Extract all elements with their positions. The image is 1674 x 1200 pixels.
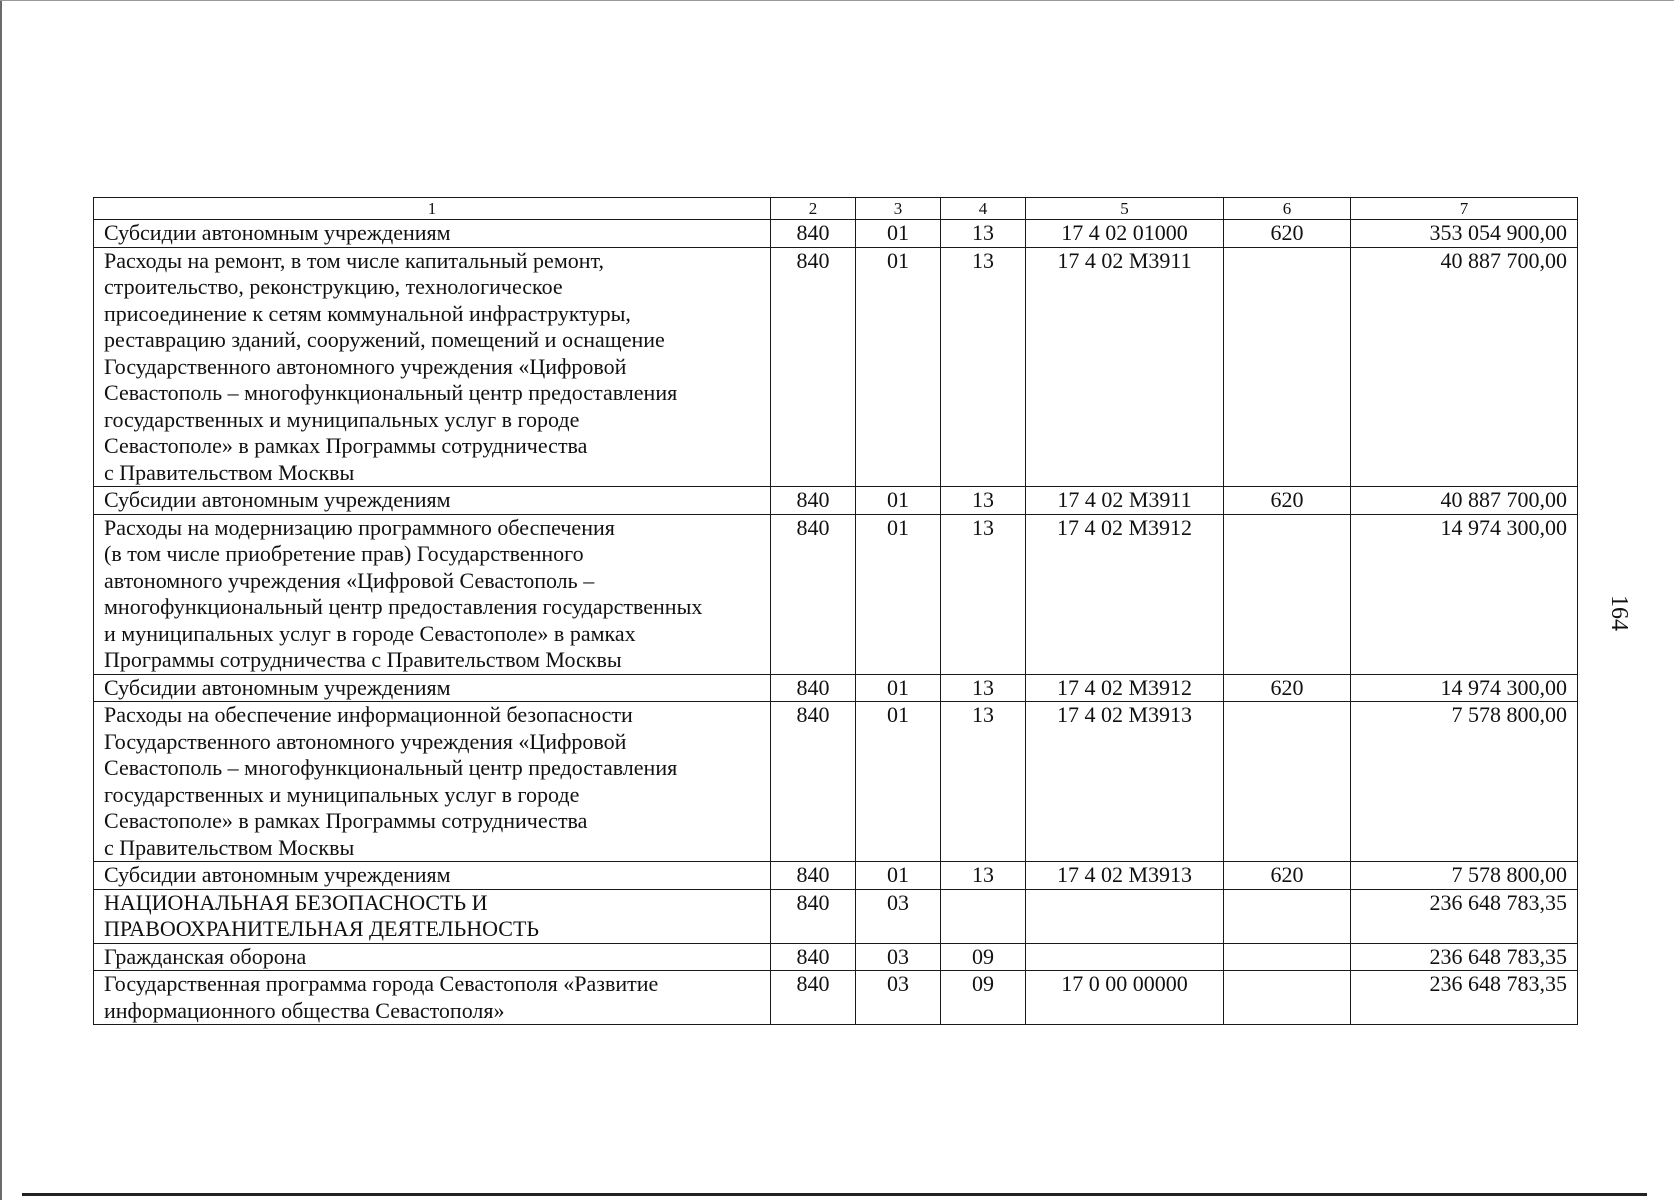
row-code-3-cell: 01 [856, 702, 941, 862]
row-code-4-cell: 13 [941, 220, 1026, 248]
header-cell: 1 [94, 198, 771, 220]
row-amount-cell: 7 578 800,00 [1351, 862, 1578, 890]
table-row [94, 889, 1578, 943]
header-cell: 2 [771, 198, 856, 220]
row-code-3-cell: 03 [856, 943, 941, 971]
text-line: присоединение к сетям коммунальной инфраструктуры, [104, 300, 631, 326]
row-name-cell [94, 220, 771, 248]
row-code-5-cell: 17 4 02 М3913 [1026, 702, 1224, 862]
text-line: государственных и муниципальных услуг в городе [104, 406, 580, 432]
table-row [94, 487, 1578, 515]
row-name-cell [94, 487, 771, 515]
text-line: многофункциональный центр предоставления государственных [104, 594, 703, 619]
text-line: Государственная программа города Севастополя «Развитие [104, 971, 659, 996]
row-amount-cell: 40 887 700,00 [1351, 247, 1578, 487]
table-header-row [94, 198, 1578, 220]
text-line: Расходы на модернизацию программного обеспечения [104, 514, 615, 540]
row-code-5-cell: 17 0 00 00000 [1026, 971, 1224, 1025]
row-code-3-cell: 01 [856, 247, 941, 487]
row-name-cell [94, 674, 771, 702]
text-line: Севастополе» в рамках Программы сотрудничества [104, 808, 588, 833]
table-row [94, 862, 1578, 890]
text-line: государственных и муниципальных услуг в городе [104, 781, 580, 807]
table-row [94, 943, 1578, 971]
row-code-2-cell: 840 [771, 862, 856, 890]
row-name-cell [94, 971, 771, 1025]
row-code-6-cell [1224, 702, 1351, 862]
row-code-4-cell: 13 [941, 674, 1026, 702]
text-line: (в том числе приобретение прав) Государственного [104, 541, 584, 566]
table-row [94, 702, 1578, 862]
row-code-3-cell: 01 [856, 862, 941, 890]
row-code-2-cell: 840 [771, 247, 856, 487]
row-code-6-cell: 620 [1224, 674, 1351, 702]
row-code-3-cell: 03 [856, 889, 941, 943]
budget-table [93, 197, 1578, 1025]
row-code-5-cell: 17 4 02 М3911 [1026, 487, 1224, 515]
row-code-6-cell [1224, 514, 1351, 674]
row-code-5-cell: 17 4 02 М3912 [1026, 514, 1224, 674]
row-name-cell [94, 514, 771, 674]
text-line: Государственного автономного учреждения «Цифровой [104, 728, 627, 754]
table-row [94, 674, 1578, 702]
row-code-2-cell: 840 [771, 971, 856, 1025]
row-code-2-cell: 840 [771, 702, 856, 862]
text-line: автономного учреждения «Цифровой Севастополь – [104, 567, 595, 593]
header-cell: 6 [1224, 198, 1351, 220]
text-line: строительство, реконструкцию, технологическое [104, 274, 563, 299]
row-code-2-cell: 840 [771, 889, 856, 943]
row-amount-cell: 353 054 900,00 [1351, 220, 1578, 248]
row-code-6-cell [1224, 943, 1351, 971]
text-line: Субсидии автономным учреждениям [104, 674, 451, 700]
row-code-2-cell: 840 [771, 943, 856, 971]
text-line: Субсидии автономным учреждениям [104, 862, 451, 887]
table-row [94, 514, 1578, 674]
row-code-4-cell: 09 [941, 971, 1026, 1025]
row-code-5-cell: 17 4 02 М3911 [1026, 247, 1224, 487]
text-line: Программы сотрудничества с Правительством Москвы [104, 647, 622, 672]
row-code-2-cell: 840 [771, 674, 856, 702]
text-line: ПРАВООХРАНИТЕЛЬНАЯ ДЕЯТЕЛЬНОСТЬ [104, 916, 540, 941]
header-cell: 5 [1026, 198, 1224, 220]
text-line: информационного общества Севастополя» [104, 997, 505, 1023]
text-line: Севастополе» в рамках Программы сотрудничества [104, 433, 588, 458]
text-line: Государственного автономного учреждения «Цифровой [104, 353, 627, 379]
text-line: НАЦИОНАЛЬНАЯ БЕЗОПАСНОСТЬ И [104, 889, 488, 915]
row-code-5-cell: 17 4 02 М3913 [1026, 862, 1224, 890]
row-code-5-cell [1026, 889, 1224, 943]
row-amount-cell: 236 648 783,35 [1351, 971, 1578, 1025]
row-code-6-cell: 620 [1224, 487, 1351, 515]
text-line: с Правительством Москвы [104, 459, 355, 485]
row-code-6-cell: 620 [1224, 862, 1351, 890]
row-code-6-cell [1224, 247, 1351, 487]
scan-edge-top [0, 0, 1674, 1]
text-line: Субсидии автономным учреждениям [104, 220, 451, 245]
row-code-3-cell: 01 [856, 220, 941, 248]
text-line: Расходы на ремонт, в том числе капитальный ремонт, [104, 247, 604, 273]
page-number: 164 [1606, 595, 1632, 631]
row-code-4-cell [941, 889, 1026, 943]
row-code-3-cell: 01 [856, 514, 941, 674]
row-code-5-cell [1026, 943, 1224, 971]
text-line: Севастополь – многофункциональный центр предоставления [104, 755, 678, 780]
row-amount-cell: 236 648 783,35 [1351, 889, 1578, 943]
text-line: Субсидии автономным учреждениям [104, 487, 451, 512]
table-row [94, 247, 1578, 487]
text-line: реставрацию зданий, сооружений, помещений и оснащение [104, 327, 665, 352]
text-line: и муниципальных услуг в городе Севастополе» в рамках [104, 620, 636, 646]
row-code-4-cell: 13 [941, 862, 1026, 890]
table-row [94, 971, 1578, 1025]
row-amount-cell: 40 887 700,00 [1351, 487, 1578, 515]
text-line: Севастополь – многофункциональный центр предоставления [104, 380, 678, 405]
row-name-cell [94, 702, 771, 862]
row-amount-cell: 236 648 783,35 [1351, 943, 1578, 971]
row-code-5-cell: 17 4 02 01000 [1026, 220, 1224, 248]
row-code-3-cell: 01 [856, 674, 941, 702]
row-name-cell [94, 862, 771, 890]
row-amount-cell: 14 974 300,00 [1351, 514, 1578, 674]
header-cell: 4 [941, 198, 1026, 220]
row-code-6-cell: 620 [1224, 220, 1351, 248]
row-code-2-cell: 840 [771, 487, 856, 515]
scan-edge-left [0, 0, 2, 1200]
row-code-4-cell: 13 [941, 487, 1026, 515]
row-name-cell [94, 889, 771, 943]
row-code-4-cell: 13 [941, 702, 1026, 862]
row-name-cell [94, 943, 771, 971]
table-row [94, 220, 1578, 248]
row-code-5-cell: 17 4 02 М3912 [1026, 674, 1224, 702]
text-line: Расходы на обеспечение информационной безопасности [104, 702, 633, 727]
bottom-rule [22, 1193, 1647, 1196]
row-code-4-cell: 13 [941, 247, 1026, 487]
row-code-2-cell: 840 [771, 220, 856, 248]
row-code-3-cell: 03 [856, 971, 941, 1025]
table-body [94, 198, 1578, 1025]
row-amount-cell: 14 974 300,00 [1351, 674, 1578, 702]
header-cell: 7 [1351, 198, 1578, 220]
row-name-cell [94, 247, 771, 487]
row-code-6-cell [1224, 971, 1351, 1025]
row-code-4-cell: 13 [941, 514, 1026, 674]
header-cell: 3 [856, 198, 941, 220]
text-line: Гражданская оборона [104, 943, 307, 969]
row-code-3-cell: 01 [856, 487, 941, 515]
text-line: с Правительством Москвы [104, 834, 355, 860]
row-code-2-cell: 840 [771, 514, 856, 674]
row-code-6-cell [1224, 889, 1351, 943]
row-amount-cell: 7 578 800,00 [1351, 702, 1578, 862]
row-code-4-cell: 09 [941, 943, 1026, 971]
